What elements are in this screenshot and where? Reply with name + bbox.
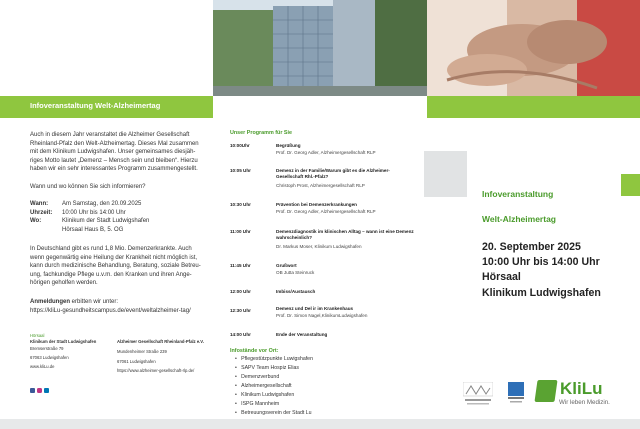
info-item: • Demenzverbund [235, 374, 280, 380]
seal-logo [506, 382, 526, 404]
program-title: Unser Programm für Sie [230, 130, 293, 136]
program-time: 11:00 Uhr [230, 229, 251, 234]
linkedin-icon [44, 388, 49, 393]
bottom-strip [0, 419, 640, 429]
right-date: 20. September 2025 [482, 241, 581, 253]
program-speaker: Dr. Markus Moser, Klinikum Ludwigshafen [276, 244, 362, 249]
right-title-2: Welt-Alzheimertag [482, 214, 556, 224]
right-place-1: Hörsaal [482, 271, 521, 283]
body-line: ung, fachkundige Pflege u.v.m. den Kranken und ihren Ange- [30, 271, 192, 278]
program-speaker: OB Jutta Steinruck [276, 270, 315, 275]
facebook-icon [30, 388, 35, 393]
left-panel [0, 0, 213, 429]
wo-label: Wo: [30, 218, 42, 225]
program-time: 10:30 Uhr [230, 202, 251, 207]
intro-line: haben wir ein sehr interessantes Programm zusammengestellt. [30, 166, 198, 173]
program-title-item: Grußwort [276, 263, 297, 268]
program-title-item: Demenz in der Familie/Warum gibt es die Alzheimer-Gesellschaft Rhl.-Pfalz? [276, 168, 390, 179]
intro-line: Auch in diesem Jahr veranstaltet die Alzheimer Gesellschaft [30, 132, 190, 138]
gray-square [424, 151, 467, 197]
building-photo [213, 0, 427, 96]
green-band [427, 96, 640, 118]
right-time: 10:00 Uhr bis 14:00 Uhr [482, 256, 600, 268]
body-line: In Deutschland gibt es rund 1,8 Mio. Demenzerkrankte. Auch [30, 246, 192, 252]
instagram-icon [37, 388, 42, 393]
info-item: • Pflegestützpunkte Luwigshafen [235, 356, 313, 362]
uhrzeit-value: 10:00 Uhr bis 14:00 Uhr [62, 209, 126, 216]
program-speaker: Prof. Dr. Georg Adler, Alzheimergesellschaft RLP [276, 150, 376, 155]
program-title-item: Begrüßung [276, 143, 301, 148]
header-whitespace [0, 0, 213, 96]
program-title-item: Imbiss/Austausch [276, 289, 316, 294]
wann-label: Wann: [30, 201, 49, 207]
body-line: wenn gegenwärtig eine Heilung der Krankheit nicht möglich ist, [30, 254, 198, 261]
info-item: • SAPV Team Hospiz Elias [235, 365, 299, 371]
body-line: hörigen geholfen werden. [30, 280, 98, 287]
program-time: 11:45 Uhr [230, 263, 251, 268]
program-speaker: Prof. Dr. Simon Nagel,KlinikumLudwigshafen [276, 313, 368, 318]
wo-value: Klinikum der Stadt Ludwigshafen [62, 218, 150, 225]
info-item: • ISPG Mannheim [235, 401, 280, 407]
info-item: • Betreuungsverein der Stadt Lu [235, 410, 312, 416]
info-item: • Klinikum Ludwigshafen [235, 392, 295, 398]
intro-line: riges Motto lautet „Demenz – Mensch sein und bleiben“. Hierzu [30, 157, 198, 164]
klilu-logo-text: KliLu [560, 379, 603, 398]
info-title: Infostände vor Ort: [230, 348, 279, 354]
hands-photo [427, 0, 640, 96]
program-time: 10:00Uhr [230, 143, 250, 148]
address-line: Alzheimer Gesellschaft Rheinland-Pfalz e.V. [117, 339, 204, 344]
band-title: Infoveranstaltung Welt-Alzheimertag [30, 101, 161, 110]
address-line[interactable]: www.kliLu.de [30, 364, 55, 369]
title-band [0, 96, 213, 118]
uhrzeit-label: Uhrzeit: [30, 209, 53, 216]
program-title-item: Demenz und Del ir im Krankenhaus [276, 306, 354, 311]
wann-value: Am Samstag, den 20.09.2025 [62, 201, 142, 207]
anmeldung-link[interactable]: https://kliLu-gesundheitscampus.de/event/weltalzheimer-tag/ [30, 308, 191, 314]
address-line: 67063 Ludwigshafen [30, 355, 69, 360]
middle-panel [213, 0, 427, 429]
alzheimer-logo [463, 382, 493, 408]
program-title-item: Demenzdiagnostik im klinischen Alltag – wann ist eine Demenz wahrscheinlich? [276, 229, 414, 240]
host-label: Hörsaal [30, 333, 45, 338]
body-line: kann durch medizinische Behandlung, Beratung, soziale Betreu- [30, 263, 201, 270]
intro-line: Rheinland-Pfalz den Welt-Alzheimertag. Dieses Mal zusammen [30, 140, 199, 147]
program-speaker: Christoph Prost, Alzheimergesellschaft RLP [276, 183, 365, 188]
green-square [621, 174, 640, 196]
program-title-item: Prävention bei Demenzerkrankungen [276, 202, 357, 207]
question: Wann und wo können Sie sich informieren? [30, 184, 146, 190]
info-item: • Alzheimergesellschaft [235, 383, 292, 389]
program-time: 12:30 Uhr [230, 308, 251, 313]
address-line: Bremserstraße 79 [30, 346, 64, 351]
social-icons[interactable] [30, 388, 50, 394]
address-line: 67061 Ludwigshafen [117, 359, 156, 364]
klilu-tagline: Wir leben Medizin. [559, 399, 610, 406]
right-title-1: Infoveranstaltung [482, 189, 554, 199]
anmeldung [30, 298, 118, 307]
wo-value: Hörsaal Haus B, 5. OG [62, 226, 124, 233]
address-line: Klinikum der Stadt Ludwigshafen [30, 339, 97, 344]
anmeldung-label: Anmeldungen [30, 299, 70, 305]
program-time: 10:05 Uhr [230, 168, 251, 173]
klilu-logo-mark [534, 380, 557, 402]
address-line[interactable]: https://www.alzheimer-gesellschaft-rlp.de/ [117, 368, 195, 373]
anmeldung-rest: erbitten wir unter: [70, 299, 119, 305]
program-speaker: Prof. Dr. Georg Adler, Alzheimergesellschaft RLP [276, 209, 376, 214]
program-title-item: Ende der Veranstaltung [276, 332, 328, 337]
program-time: 14:00 Uhr [230, 332, 251, 337]
address-line: Mundenheimer Straße 239 [117, 349, 167, 354]
right-place-2: Klinikum Ludwigshafen [482, 287, 601, 299]
intro-line: mit dem Klinikum Ludwigshafen. Unser gemeinsames diesjäh- [30, 149, 196, 156]
program-time: 12:00 Uhr [230, 289, 251, 294]
